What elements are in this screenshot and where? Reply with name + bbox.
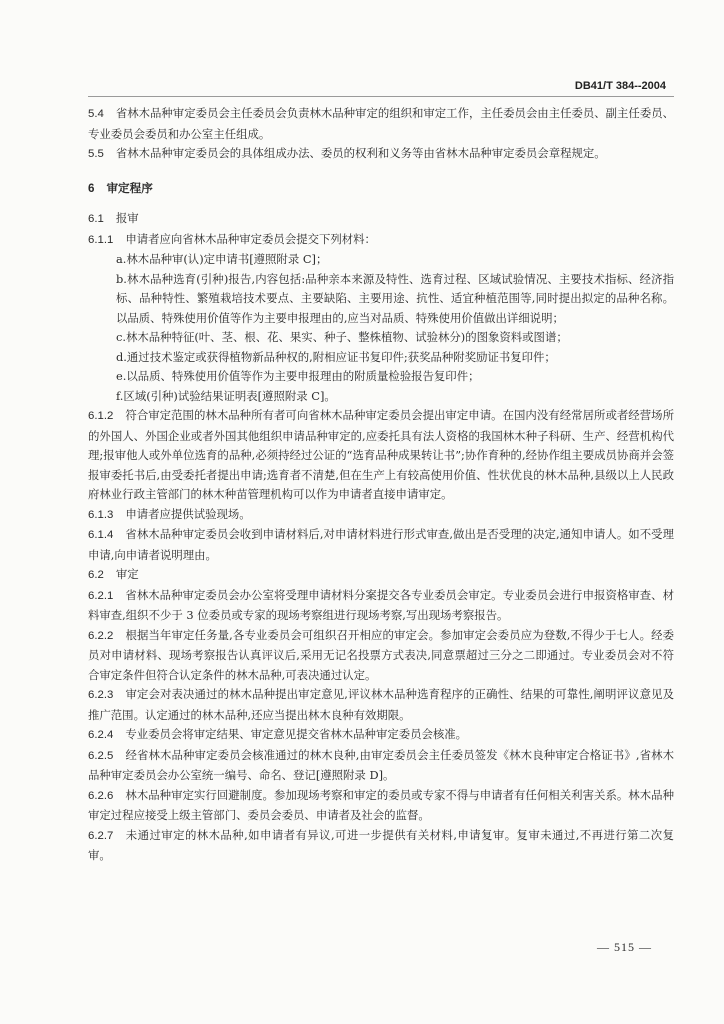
page-number: — 515 —: [597, 940, 652, 954]
list-item-e: e.以品质、特殊使用价值等作为主要申报理由的附质量检验报告复印件；: [116, 369, 480, 383]
clause-6-1-1: 6.1.1 申请者应向省林木品种审定委员会提交下列材料：: [88, 231, 376, 246]
subsection-heading-6-1: 6.1 报审: [88, 211, 139, 225]
clause-6-1-2: 6.1.2 符合审定范围的林木品种所有者可向省林木品种审定委员会提出审定申请。在国内没有经常居所或者经营场所的外国人、外国企业或者外国其他组织申请品种审定的,应委托具有法人资格的我国林木种子科研、生产、经营机构代理;报审他人或外单位选育的品种,必须持经过公证的“选育品种成果转让书”;协作育种的,经协作组主要成员协商并会签报审委托书后,由受委托者提出申请;选育者不清楚,但在生产上有较高使用价值、性状优良的林木品种,县级以上人民政府林业行政主管部门的林木种苗管理机构可以作为申请者直接申请审定。: [88, 408, 674, 501]
clause-6-2-7: 6.2.7 未通过审定的林木品种,如申请者有异议,可进一步提供有关材料,申请复审。复审未通过,不再进行第二次复审。: [88, 827, 674, 862]
clause-6-2-2: 6.2.2 根据当年审定任务量,各专业委员会可组织召开相应的审定会。参加审定会委员应为登数,不得少于七人。经委员对申请材料、现场考察报告认真评议后,采用无记名投票方式表决,同意票超过三分之二即通过。专业委员会对不符合审定条件但符合认定条件的林木品种,可表决通过认定。: [88, 627, 674, 682]
list-item-c: c.林木品种特征(叶、茎、根、花、果实、种子、整株植物、试验林分)的图象资料或图谱；: [116, 330, 568, 344]
header-rule: [88, 96, 674, 97]
clause-5-5: 5.5 省林木品种审定委员会的具体组成办法、委员的权利和义务等由省林木品种审定委员会章程规定。: [88, 146, 606, 160]
clause-6-2-6: 6.2.6 林木品种审定实行回避制度。参加现场考察和审定的委员或专家不得与申请者有任何相关利害关系。林木品种审定过程应接受上级主管部门、委员会委员、申请者及社会的监督。: [88, 787, 674, 822]
subsection-heading-6-2: 6.2 审定: [88, 567, 139, 581]
clause-6-2-1: 6.2.1 省林木品种审定委员会办公室将受理申请材料分案提交各专业委员会审定。专业委员会进行申报资格审查、材料审查,组织不少于 3 位委员或专家的现场考察组进行现场考察,写出现场考察报告。: [88, 587, 674, 622]
list-item-a: a.林木品种审(认)定申请书[遵照附录 C]；: [116, 252, 328, 266]
clause-6-2-4: 6.2.4 专业委员会将审定结果、审定意见提交省林木品种审定委员会核准。: [88, 727, 468, 741]
clause-6-1-4: 6.1.4 省林木品种审定委员会收到申请材料后,对申请材料进行形式审查,做出是否受理的决定,通知申请人。如不受理申请,向申请者说明理由。: [88, 527, 674, 562]
clause-6-1-3: 6.1.3 申请者应提供试验现场。: [88, 506, 251, 521]
standard-code: DB41/T 384--2004: [574, 80, 666, 92]
list-item-b: b.林木品种选育(引种)报告,内容包括:品种亲本来源及特性、选育过程、区域试验情况、主要技术指标、经济指标、品种特性、繁殖栽培技术要点、主要缺陷、主要用途、抗性、适宜种植范围等,同时提出拟定的品种名称。以品质、特殊使用价值等作为主要申报理由的,应当对品质、特殊使用价值做出详细说明；: [116, 271, 674, 325]
clause-6-2-3: 6.2.3 审定会对表决通过的林木品种提出审定意见,评议林木品种选育程序的正确性、结果的可靠性,阐明评议意见及推广范围。认定通过的林木品种,还应当提出林木良种有效期限。: [88, 687, 674, 722]
list-item-f: f.区域(引种)试验结果证明表[遵照附录 C]。: [116, 388, 336, 403]
list-item-d: d.通过技术鉴定或获得植物新品种权的,附相应证书复印件;获奖品种附奖励证书复印件；: [116, 349, 556, 364]
clause-6-2-5: 6.2.5 经省林木品种审定委员会核准通过的林木良种,由审定委员会主任委员签发《林木良种审定合格证书》,省林木品种审定委员会办公室统一编号、命名、登记[遵照附录 D]。: [88, 747, 674, 782]
clause-5-4: 5.4 省林木品种审定委员会主任委员会负责林木品种审定的组织和审定工作，主任委员会由主任委员、副主任委员、专业委员会委员和办公室主任组成。: [88, 106, 674, 141]
document-body: [88, 104, 674, 866]
section-heading-6: 6 审定程序: [88, 180, 153, 195]
